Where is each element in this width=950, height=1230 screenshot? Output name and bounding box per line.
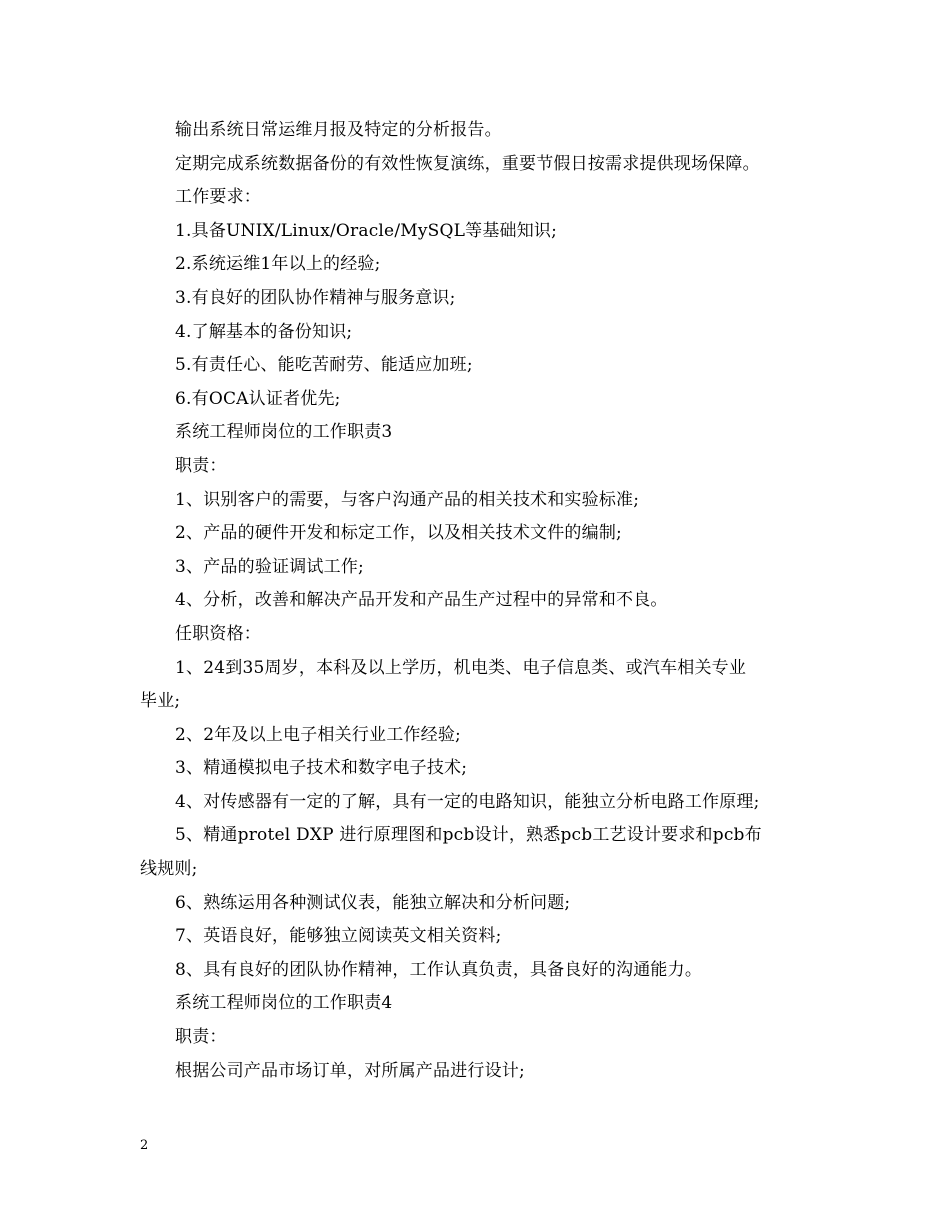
text-line: 毕业; (140, 691, 181, 712)
page-number: 2 (140, 1138, 149, 1153)
text-line: 定期完成系统数据备份的有效性恢复演练，重要节假日按需求提供现场保障。 (175, 153, 760, 174)
text-line: 4.了解基本的备份知识; (175, 321, 353, 342)
text-line: 3.有良好的团队协作精神与服务意识; (175, 287, 456, 308)
text-line: 职责： (175, 1027, 227, 1048)
text-line: 线规则; (140, 859, 198, 880)
text-line: 任职资格： (175, 623, 261, 644)
text-line: 1、24到35周岁，本科及以上学历，机电类、电子信息类、或汽车相关专业 (175, 657, 747, 678)
text-line: 根据公司产品市场订单，对所属产品进行设计; (175, 1060, 525, 1081)
text-line: 8、具有良好的团队协作精神，工作认真负责，具备良好的沟通能力。 (175, 959, 703, 980)
text-line: 7、英语良好，能够独立阅读英文相关资料; (175, 926, 502, 947)
text-line: 1、识别客户的需要，与客户沟通产品的相关技术和实验标准; (175, 489, 640, 510)
text-line: 工作要求： (175, 187, 261, 208)
text-line: 系统工程师岗位的工作职责4 (175, 993, 393, 1014)
document-body (140, 114, 820, 1088)
text-line: 4、对传感器有一定的了解，具有一定的电路知识，能独立分析电路工作原理; (175, 791, 760, 812)
text-line: 5.有责任心、能吃苦耐劳、能适应加班; (175, 355, 473, 376)
text-line: 系统工程师岗位的工作职责3 (175, 422, 393, 443)
text-line: 2.系统运维1年以上的经验; (175, 254, 381, 275)
text-line: 2、产品的硬件开发和标定工作，以及相关技术文件的编制; (175, 523, 622, 544)
text-line: 5、精通protel DXP 进行原理图和pcb设计，熟悉pcb工艺设计要求和pcb布 (175, 825, 762, 846)
text-line: 职责： (175, 455, 227, 476)
text-line: 1.具备UNIX/Linux/Oracle/MySQL等基础知识; (175, 220, 558, 241)
text-line: 3、精通模拟电子技术和数字电子技术; (175, 758, 468, 779)
text-line: 4、分析，改善和解决产品开发和产品生产过程中的异常和不良。 (175, 590, 668, 611)
text-line: 6.有OCA认证者优先; (175, 388, 341, 409)
text-line: 3、产品的验证调试工作; (175, 556, 364, 577)
text-line: 2、2年及以上电子相关行业工作经验; (175, 724, 461, 745)
text-line: 输出系统日常运维月报及特定的分析报告。 (175, 120, 502, 140)
text-line: 6、熟练运用各种测试仪表，能独立解决和分析问题; (175, 892, 571, 913)
